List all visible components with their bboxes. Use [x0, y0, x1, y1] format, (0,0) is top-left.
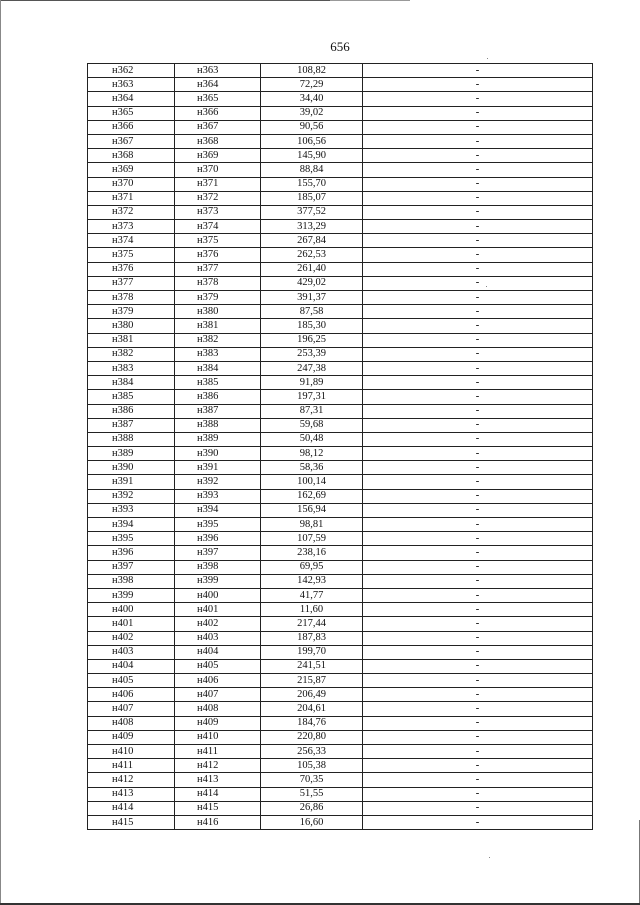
to-point-cell: н366 [175, 106, 261, 120]
table-row [88, 191, 593, 205]
length-cell: 162,69 [261, 489, 363, 503]
from-point-cell: н368 [88, 149, 175, 163]
length-cell: 262,53 [261, 248, 363, 262]
to-point-cell: н378 [175, 276, 261, 290]
table-row [88, 418, 593, 432]
scan-speck [486, 286, 487, 287]
table-row [88, 674, 593, 688]
note-cell: - [363, 745, 593, 759]
to-point-cell: н372 [175, 191, 261, 205]
to-point-cell: н400 [175, 588, 261, 602]
note-cell: - [363, 347, 593, 361]
table-row [88, 518, 593, 532]
from-point-cell: н400 [88, 603, 175, 617]
to-point-cell: н391 [175, 461, 261, 475]
length-cell: 241,51 [261, 659, 363, 673]
table-row [88, 759, 593, 773]
to-point-cell: н383 [175, 347, 261, 361]
length-cell: 69,95 [261, 560, 363, 574]
note-cell: - [363, 603, 593, 617]
note-cell: - [363, 688, 593, 702]
from-point-cell: н395 [88, 532, 175, 546]
length-cell: 187,83 [261, 631, 363, 645]
length-cell: 98,12 [261, 447, 363, 461]
to-point-cell: н399 [175, 574, 261, 588]
from-point-cell: н384 [88, 376, 175, 390]
to-point-cell: н401 [175, 603, 261, 617]
table-row [88, 404, 593, 418]
to-point-cell: н398 [175, 560, 261, 574]
to-point-cell: н381 [175, 319, 261, 333]
note-cell: - [363, 78, 593, 92]
table-row [88, 390, 593, 404]
table-row [88, 631, 593, 645]
table-row [88, 106, 593, 120]
length-cell: 50,48 [261, 432, 363, 446]
note-cell: - [363, 674, 593, 688]
page-number: 656 [330, 39, 350, 54]
length-cell: 11,60 [261, 603, 363, 617]
table-row [88, 745, 593, 759]
to-point-cell: н403 [175, 631, 261, 645]
scan-speck [487, 58, 488, 59]
table-row [88, 220, 593, 234]
length-cell: 247,38 [261, 361, 363, 375]
note-cell: - [363, 333, 593, 347]
table-row [88, 560, 593, 574]
from-point-cell: н364 [88, 92, 175, 106]
note-cell: - [363, 234, 593, 248]
from-point-cell: н378 [88, 291, 175, 305]
length-cell: 39,02 [261, 106, 363, 120]
length-cell: 204,61 [261, 702, 363, 716]
note-cell: - [363, 361, 593, 375]
to-point-cell: н367 [175, 120, 261, 134]
to-point-cell: н405 [175, 659, 261, 673]
from-point-cell: н401 [88, 617, 175, 631]
to-point-cell: н390 [175, 447, 261, 461]
table-row [88, 149, 593, 163]
to-point-cell: н377 [175, 262, 261, 276]
from-point-cell: н369 [88, 163, 175, 177]
to-point-cell: н408 [175, 702, 261, 716]
table-row [88, 305, 593, 319]
length-cell: 91,89 [261, 376, 363, 390]
to-point-cell: н416 [175, 815, 261, 829]
note-cell: - [363, 404, 593, 418]
table-row [88, 205, 593, 219]
table-row [88, 801, 593, 815]
from-point-cell: н405 [88, 674, 175, 688]
length-cell: 59,68 [261, 418, 363, 432]
from-point-cell: н381 [88, 333, 175, 347]
to-point-cell: н375 [175, 234, 261, 248]
to-point-cell: н411 [175, 745, 261, 759]
from-point-cell: н404 [88, 659, 175, 673]
from-point-cell: н408 [88, 716, 175, 730]
from-point-cell: н407 [88, 702, 175, 716]
length-cell: 90,56 [261, 120, 363, 134]
to-point-cell: н414 [175, 787, 261, 801]
table-row [88, 262, 593, 276]
to-point-cell: н384 [175, 361, 261, 375]
from-point-cell: н412 [88, 773, 175, 787]
to-point-cell: н382 [175, 333, 261, 347]
table-row [88, 787, 593, 801]
to-point-cell: н370 [175, 163, 261, 177]
to-point-cell: н410 [175, 730, 261, 744]
length-cell: 196,25 [261, 333, 363, 347]
from-point-cell: н387 [88, 418, 175, 432]
from-point-cell: н363 [88, 78, 175, 92]
to-point-cell: н412 [175, 759, 261, 773]
from-point-cell: н370 [88, 177, 175, 191]
from-point-cell: н399 [88, 588, 175, 602]
from-point-cell: н372 [88, 205, 175, 219]
to-point-cell: н396 [175, 532, 261, 546]
from-point-cell: н385 [88, 390, 175, 404]
from-point-cell: н362 [88, 64, 175, 78]
from-point-cell: н403 [88, 645, 175, 659]
from-point-cell: н414 [88, 801, 175, 815]
length-cell: 377,52 [261, 205, 363, 219]
from-point-cell: н383 [88, 361, 175, 375]
from-point-cell: н380 [88, 319, 175, 333]
note-cell: - [363, 574, 593, 588]
from-point-cell: н402 [88, 631, 175, 645]
from-point-cell: н397 [88, 560, 175, 574]
table-row [88, 659, 593, 673]
table-row [88, 120, 593, 134]
length-cell: 87,58 [261, 305, 363, 319]
note-cell: - [363, 64, 593, 78]
table-row [88, 645, 593, 659]
from-point-cell: н388 [88, 432, 175, 446]
note-cell: - [363, 801, 593, 815]
table-body [88, 64, 593, 830]
length-cell: 87,31 [261, 404, 363, 418]
to-point-cell: н368 [175, 134, 261, 148]
table-row [88, 773, 593, 787]
length-cell: 70,35 [261, 773, 363, 787]
table-row [88, 177, 593, 191]
to-point-cell: н397 [175, 546, 261, 560]
table-row [88, 276, 593, 290]
length-cell: 51,55 [261, 787, 363, 801]
from-point-cell: н377 [88, 276, 175, 290]
table-row [88, 688, 593, 702]
to-point-cell: н392 [175, 475, 261, 489]
table-row [88, 588, 593, 602]
note-cell: - [363, 276, 593, 290]
note-cell: - [363, 560, 593, 574]
table-row [88, 134, 593, 148]
length-cell: 206,49 [261, 688, 363, 702]
note-cell: - [363, 319, 593, 333]
length-cell: 108,82 [261, 64, 363, 78]
to-point-cell: н376 [175, 248, 261, 262]
length-cell: 156,94 [261, 503, 363, 517]
to-point-cell: н409 [175, 716, 261, 730]
length-cell: 256,33 [261, 745, 363, 759]
note-cell: - [363, 305, 593, 319]
note-cell: - [363, 787, 593, 801]
length-cell: 142,93 [261, 574, 363, 588]
to-point-cell: н365 [175, 92, 261, 106]
from-point-cell: н386 [88, 404, 175, 418]
to-point-cell: н407 [175, 688, 261, 702]
to-point-cell: н389 [175, 432, 261, 446]
table-row [88, 702, 593, 716]
note-cell: - [363, 518, 593, 532]
length-cell: 106,56 [261, 134, 363, 148]
to-point-cell: н394 [175, 503, 261, 517]
to-point-cell: н380 [175, 305, 261, 319]
note-cell: - [363, 291, 593, 305]
scan-edge-top [0, 0, 330, 1]
table-row [88, 64, 593, 78]
from-point-cell: н393 [88, 503, 175, 517]
table-row [88, 447, 593, 461]
from-point-cell: н410 [88, 745, 175, 759]
table-row [88, 489, 593, 503]
table-row [88, 78, 593, 92]
from-point-cell: н396 [88, 546, 175, 560]
length-cell: 98,81 [261, 518, 363, 532]
table-row [88, 475, 593, 489]
note-cell: - [363, 205, 593, 219]
from-point-cell: н415 [88, 815, 175, 829]
length-cell: 185,30 [261, 319, 363, 333]
length-cell: 429,02 [261, 276, 363, 290]
length-cell: 155,70 [261, 177, 363, 191]
to-point-cell: н373 [175, 205, 261, 219]
table-row [88, 716, 593, 730]
from-point-cell: н367 [88, 134, 175, 148]
table-row [88, 815, 593, 829]
table-row [88, 361, 593, 375]
from-point-cell: н413 [88, 787, 175, 801]
to-point-cell: н406 [175, 674, 261, 688]
table-row [88, 234, 593, 248]
to-point-cell: н386 [175, 390, 261, 404]
length-cell: 253,39 [261, 347, 363, 361]
length-cell: 220,80 [261, 730, 363, 744]
table-row [88, 617, 593, 631]
length-cell: 34,40 [261, 92, 363, 106]
table-row [88, 347, 593, 361]
length-cell: 16,60 [261, 815, 363, 829]
note-cell: - [363, 432, 593, 446]
from-point-cell: н411 [88, 759, 175, 773]
length-cell: 215,87 [261, 674, 363, 688]
length-cell: 391,37 [261, 291, 363, 305]
table-row [88, 532, 593, 546]
from-point-cell: н391 [88, 475, 175, 489]
to-point-cell: н387 [175, 404, 261, 418]
length-cell: 267,84 [261, 234, 363, 248]
to-point-cell: н388 [175, 418, 261, 432]
length-cell: 72,29 [261, 78, 363, 92]
from-point-cell: н374 [88, 234, 175, 248]
length-cell: 184,76 [261, 716, 363, 730]
note-cell: - [363, 475, 593, 489]
from-point-cell: н389 [88, 447, 175, 461]
note-cell: - [363, 588, 593, 602]
scan-edge-left [0, 0, 1, 905]
note-cell: - [363, 177, 593, 191]
length-cell: 199,70 [261, 645, 363, 659]
length-cell: 313,29 [261, 220, 363, 234]
note-cell: - [363, 546, 593, 560]
length-cell: 185,07 [261, 191, 363, 205]
note-cell: - [363, 503, 593, 517]
table-row [88, 291, 593, 305]
note-cell: - [363, 659, 593, 673]
length-cell: 88,84 [261, 163, 363, 177]
from-point-cell: н390 [88, 461, 175, 475]
to-point-cell: н363 [175, 64, 261, 78]
to-point-cell: н395 [175, 518, 261, 532]
note-cell: - [363, 532, 593, 546]
to-point-cell: н379 [175, 291, 261, 305]
from-point-cell: н392 [88, 489, 175, 503]
note-cell: - [363, 631, 593, 645]
table-row [88, 248, 593, 262]
note-cell: - [363, 645, 593, 659]
note-cell: - [363, 248, 593, 262]
from-point-cell: н382 [88, 347, 175, 361]
length-cell: 58,36 [261, 461, 363, 475]
from-point-cell: н371 [88, 191, 175, 205]
note-cell: - [363, 120, 593, 134]
length-cell: 238,16 [261, 546, 363, 560]
length-cell: 41,77 [261, 588, 363, 602]
table-row [88, 92, 593, 106]
to-point-cell: н371 [175, 177, 261, 191]
to-point-cell: н402 [175, 617, 261, 631]
note-cell: - [363, 702, 593, 716]
length-cell: 197,31 [261, 390, 363, 404]
table-row [88, 503, 593, 517]
from-point-cell: н409 [88, 730, 175, 744]
note-cell: - [363, 716, 593, 730]
table-row [88, 574, 593, 588]
table-row [88, 461, 593, 475]
note-cell: - [363, 617, 593, 631]
note-cell: - [363, 191, 593, 205]
from-point-cell: н365 [88, 106, 175, 120]
table-row [88, 603, 593, 617]
to-point-cell: н374 [175, 220, 261, 234]
note-cell: - [363, 134, 593, 148]
note-cell: - [363, 376, 593, 390]
note-cell: - [363, 92, 593, 106]
from-point-cell: н394 [88, 518, 175, 532]
to-point-cell: н364 [175, 78, 261, 92]
from-point-cell: н379 [88, 305, 175, 319]
scan-speck [489, 857, 490, 858]
coordinates-table [87, 63, 593, 830]
length-cell: 261,40 [261, 262, 363, 276]
from-point-cell: н406 [88, 688, 175, 702]
length-cell: 26,86 [261, 801, 363, 815]
note-cell: - [363, 163, 593, 177]
length-cell: 107,59 [261, 532, 363, 546]
length-cell: 105,38 [261, 759, 363, 773]
to-point-cell: н404 [175, 645, 261, 659]
note-cell: - [363, 418, 593, 432]
to-point-cell: н415 [175, 801, 261, 815]
scan-edge-top-faint [330, 0, 410, 1]
note-cell: - [363, 262, 593, 276]
table-row [88, 730, 593, 744]
note-cell: - [363, 149, 593, 163]
note-cell: - [363, 489, 593, 503]
table-row [88, 376, 593, 390]
length-cell: 145,90 [261, 149, 363, 163]
table-row [88, 546, 593, 560]
from-point-cell: н376 [88, 262, 175, 276]
table-row [88, 319, 593, 333]
note-cell: - [363, 815, 593, 829]
note-cell: - [363, 390, 593, 404]
note-cell: - [363, 220, 593, 234]
from-point-cell: н366 [88, 120, 175, 134]
from-point-cell: н398 [88, 574, 175, 588]
note-cell: - [363, 773, 593, 787]
table-row [88, 333, 593, 347]
to-point-cell: н413 [175, 773, 261, 787]
to-point-cell: н393 [175, 489, 261, 503]
to-point-cell: н369 [175, 149, 261, 163]
note-cell: - [363, 447, 593, 461]
note-cell: - [363, 461, 593, 475]
note-cell: - [363, 759, 593, 773]
from-point-cell: н373 [88, 220, 175, 234]
from-point-cell: н375 [88, 248, 175, 262]
note-cell: - [363, 106, 593, 120]
length-cell: 217,44 [261, 617, 363, 631]
table-row [88, 432, 593, 446]
table-row [88, 163, 593, 177]
to-point-cell: н385 [175, 376, 261, 390]
length-cell: 100,14 [261, 475, 363, 489]
note-cell: - [363, 730, 593, 744]
